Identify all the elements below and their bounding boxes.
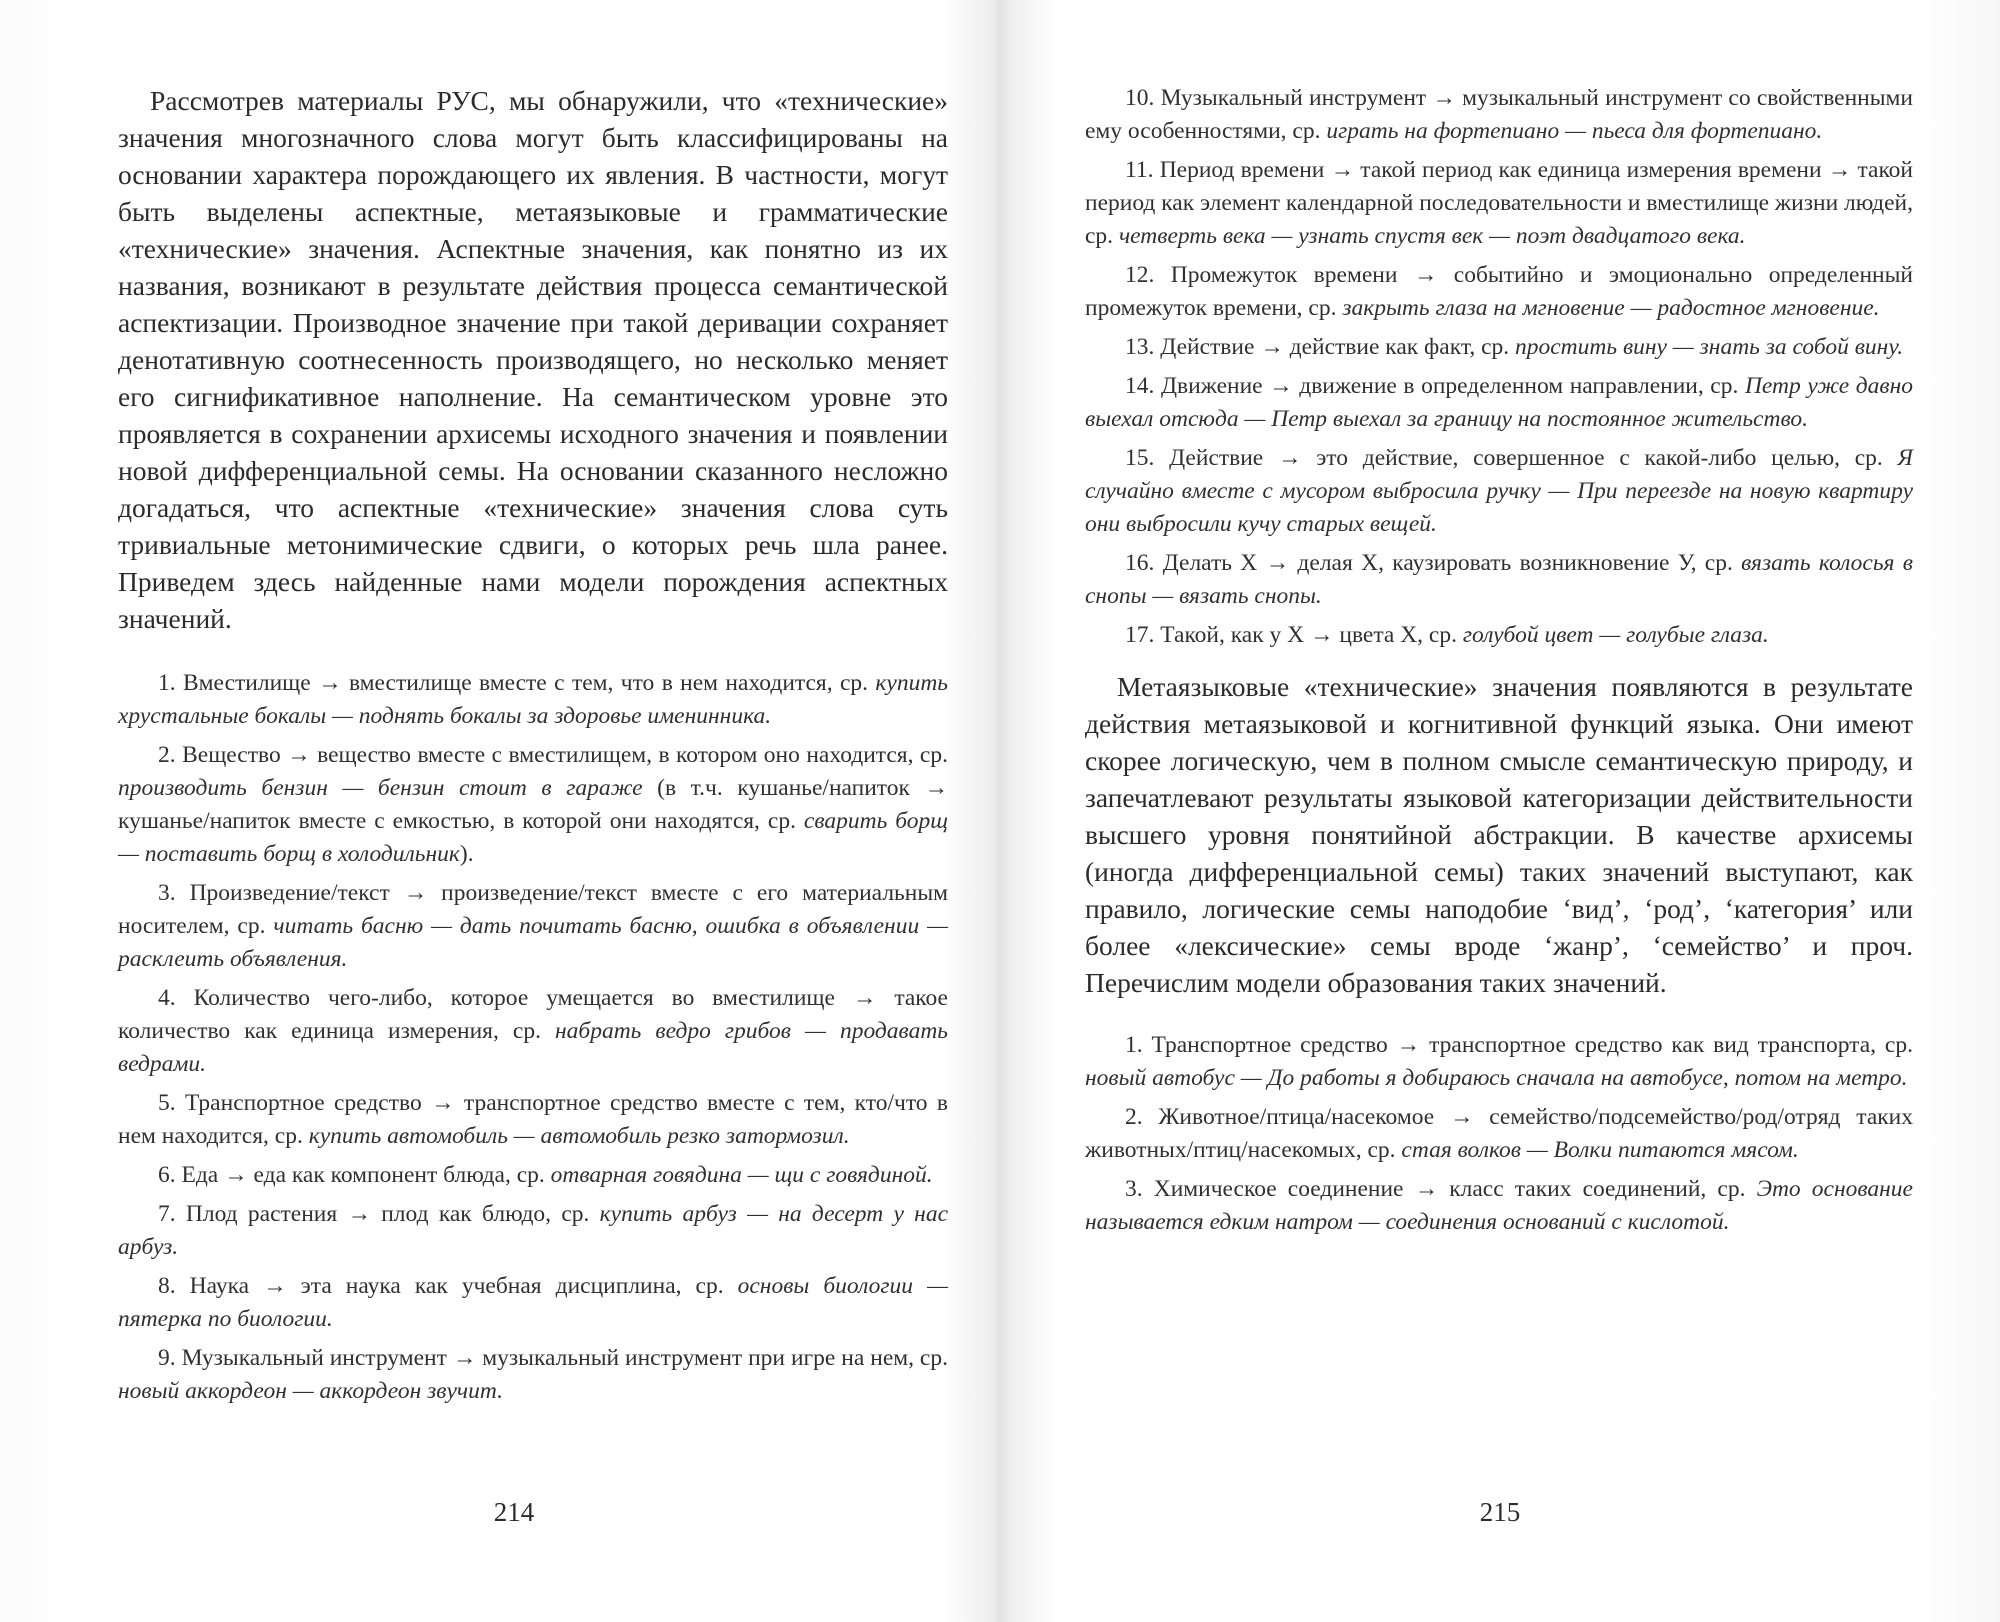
list-item: 9. Музыкальный инструмент → музыкальный инструмент при игре на нем, ср. новый аккордеон — аккордеон звучит.	[118, 1345, 948, 1404]
list-item: 1. Транспортное средство → транспортное средство как вид транспорта, ср. новый автобус — До работы я добираюсь сначала на автобусе, потом на метро.	[1085, 1032, 1913, 1091]
list-item: 15. Действие → это действие, совершенное с какой-либо целью, ср. Я случайно вместе с мусором выбросила ручку — При переезде на новую квартиру они выбросили кучу старых вещей.	[1085, 445, 1913, 537]
list-item: 13. Действие → действие как факт, ср. простить вину — знать за собой вину.	[1125, 334, 1904, 360]
aspect-models-list	[118, 667, 948, 1408]
metalinguistic-paragraph: Метаязыковые «технические» значения появляются в результате действия метаязыковой и когнитивной функций языка. Они имеют скорее логическую, чем в полном смысле семантическую природу, и запечатлевают результаты языковой категоризации действительности высшего уровня понятийной абстракции. В качестве архисемы (иногда дифференциальной семы) таких значений выступают, как правило, логические семы наподобие ‘вид’, ‘род’, ‘категория’ или более «лексические» семы вроде ‘жанр’, ‘семейство’ и проч. Перечислим модели образования таких значений.	[1085, 671, 1913, 998]
list-item: 4. Количество чего-либо, которое умещается во вместилище → такое количество как единица измерения, ср. набрать ведро грибов — продавать ведрами.	[118, 985, 948, 1077]
list-item: 11. Период времени → такой период как единица измерения времени → такой период как элемент календарной последовательности и вместилище жизни людей, ср. четверть века — узнать спустя век — поэт двадцатого века.	[1085, 157, 1913, 249]
left-page	[118, 82, 948, 1552]
list-item: 12. Промежуток времени → событийно и эмоционально определенный промежуток времени, ср. закрыть глаза на мгновение — радостное мгновение.	[1085, 262, 1913, 321]
list-item: 2. Животное/птица/насекомое → семейство/подсемейство/род/отряд таких животных/птиц/насекомых, ср. стая волков — Волки питаются мясом.	[1085, 1104, 1913, 1163]
list-item: 3. Химическое соединение → класс таких соединений, ср. Это основание называется едким натром — соединения оснований с кислотой.	[1085, 1176, 1913, 1235]
list-item: 14. Движение → движение в определенном направлении, ср. Петр уже давно выехал отсюда — Петр выехал за границу на постоянное жительство.	[1085, 373, 1913, 432]
aspect-models-list-continued	[1085, 82, 1913, 652]
intro-paragraph: Рассмотрев материалы РУС, мы обнаружили, что «технические» значения многозначного слова могут быть классифицированы на основании характера порождающего их явления. В частности, могут быть выделены аспектные, метаязыковые и грамматические «технические» значения. Аспектные значения, как понятно из их названия, возникают в результате действия процесса семантической аспектизации. Производное значение при такой деривации сохраняет денотативную соотнесенность производящего, но несколько меняет его сигнификативное наполнение. На семантическом уровне это проявляется в сохранении архисемы исходного значения и появлении новой дифференциальной семы. На основании сказанного несложно догадаться, что аспектные «технические» значения слова суть тривиальные метонимические сдвиги, о которых речь шла ранее. Приведем здесь найденные нами модели порождения аспектных значений.	[118, 85, 948, 634]
list-item: 2. Вещество → вещество вместе с вместилищем, в котором оно находится, ср. производить бензин — бензин стоит в гараже (в т.ч. кушанье/напиток → кушанье/напиток вместе с емкостью, в которой они находятся, ср. сварить борщ — поставить борщ в холодильник).	[118, 742, 948, 867]
page-number-left: 214	[493, 1497, 535, 1527]
list-item: 17. Такой, как у Х → цвета Х, ср. голубой цвет — голубые глаза.	[1125, 622, 1769, 648]
metalinguistic-models-list	[1085, 1029, 1913, 1239]
list-item: 8. Наука → эта наука как учебная дисциплина, ср. основы биологии — пятерка по биологии.	[118, 1273, 948, 1332]
page-number-right: 215	[1479, 1497, 1521, 1527]
right-page	[1085, 82, 1913, 1552]
list-item: 16. Делать Х → делая Х, каузировать возникновение У, ср. вязать колосья в снопы — вязать снопы.	[1085, 550, 1913, 609]
list-item: 6. Еда → еда как компонент блюда, ср. отварная говядина — щи с говядиной.	[158, 1162, 933, 1188]
list-item: 7. Плод растения → плод как блюдо, ср. купить арбуз — на десерт у нас арбуз.	[118, 1201, 949, 1260]
list-item: 1. Вместилище → вместилище вместе с тем, что в нем находится, ср. купить хрустальные бокалы — поднять бокалы за здоровье именинника.	[118, 670, 948, 729]
list-item: 5. Транспортное средство → транспортное средство вместе с тем, кто/что в нем находится, ср. купить автомобиль — автомобиль резко затормозил.	[118, 1090, 948, 1149]
list-item: 3. Произведение/текст → произведение/текст вместе с его материальным носителем, ср. читать басню — дать почитать басню, ошибка в объявлении — расклеить объявления.	[118, 880, 949, 972]
list-item: 10. Музыкальный инструмент → музыкальный инструмент со свойственными ему особенностями, ср. играть на фортепиано — пьеса для фортепиано.	[1085, 85, 1913, 144]
